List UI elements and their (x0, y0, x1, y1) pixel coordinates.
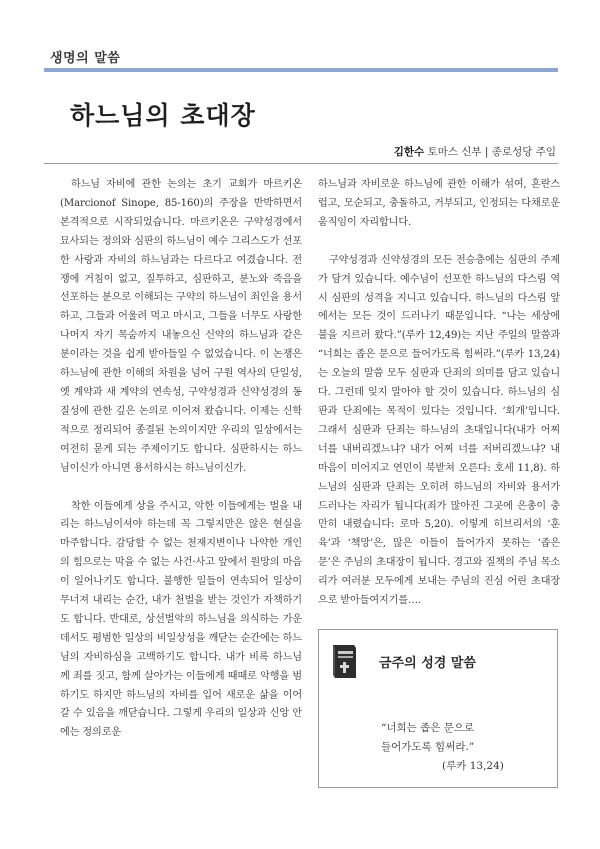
article-column-right (318, 176, 560, 611)
byline-rule (44, 163, 558, 164)
section-label: 생명의 말씀 (50, 51, 121, 66)
paragraph: 착한 이들에게 상을 주시고, 악한 이들에게는 벌을 내리는 하느님이셔야 하는데 꼭 그렇지만은 않은 현실을 마주합니다. 감당할 수 없는 천재지변이나 나약한 개인의 힘으로는 막을 수 없는 사건·사고 앞에서 원망의 마음이 일어나기도 합니다. 불행한 일들이 연속되어 일상이 무너져 내리는 순간, 내가 천벌을 받는 것인가 자책하기도 합니다. 반대로, 상선벌악의 하느님을 의식하는 가운데서도 평범한 일상의 비일상성을 깨닫는 순간에는 하느님의 자비하심을 고백하기도 합니다. 내가 비록 하느님께 죄를 짓고, 함께 살아가는 이들에게 때때로 악행을 범하기도 하지만 하느님의 자비를 입어 새로운 삶을 이어 갈 수 있음을 깨닫습니다. 그렇게 우리의 일상과 신앙 안에는 정의로운 (60, 500, 302, 739)
bible-book-icon (329, 642, 359, 680)
weekly-verse-title: 금주의 성경 말씀 (379, 656, 476, 671)
paragraph: 하느님 자비에 관한 논의는 초기 교회가 마르키온(Marcionof Sinope, 85-160)의 주장을 반박하면서 본격적으로 시작되었습니다. 마르키온은 구약성경에서 묘사되는 정의와 심판의 하느님이 예수 그리스도가 선포한 사랑과 자비의 하느님과는 다르다고 여겼습니다. 전쟁에 거침이 없고, 질투하고, 심판하고, 분노와 죽음을 선포하는 분으로 이해되는 구약의 하느님이 죄인을 용서하고, 그들과 어울려 먹고 마시고, 그들을 너무도 사랑한 나머지 자기 목숨까지 내놓으신 신약의 하느님과 같은 분이라는 것을 쉽게 받아들일 수 없었습니다. 이 논쟁은 하느님에 관한 이해의 차원을 넘어 구원 역사의 단일성, 옛 계약과 새 계약의 연속성, 구약성경과 신약성경의 동질성에 관한 깊은 논의로 이어져 왔습니다. 이제는 신학적으로 정리되어 종결된 논의이지만 우리의 일상에서는 여전히 묻게 되는 주제이기도 합니다. 심판하시는 하느님이신가 아니면 용서하시는 하느님이신가. (60, 179, 302, 474)
byline-author: 김한수 (393, 146, 425, 158)
page-title: 하느님의 초대장 (70, 101, 256, 130)
paragraph: 하느님과 자비로운 하느님에 관한 이해가 섞여, 혼란스럽고, 모순되고, 충돌하고, 거부되고, 인정되는 다채로운 움직임이 자리합니다. (318, 179, 560, 228)
header-rule (44, 68, 558, 72)
weekly-verse-box (318, 629, 558, 788)
weekly-verse-line: 들어가도록 힘써라.” (381, 741, 475, 753)
weekly-verse-line: “너희는 좁은 문으로 (381, 722, 475, 734)
byline (394, 144, 556, 159)
byline-role: 토마스 신부 | 종로성당 주임 (424, 146, 556, 158)
weekly-verse-text (381, 719, 474, 757)
weekly-verse-reference: (루카 13,24) (442, 760, 504, 772)
article-column-left (60, 176, 302, 743)
paragraph: 구약성경과 신약성경의 모든 전승층에는 심판의 주제가 담겨 있습니다. 예수님이 선포한 하느님의 다스림 역시 심판의 성격을 지니고 있습니다. 하느님의 다스림 앞에서는 모든 것이 드러나기 때문입니다. “나는 세상에 불을 지르러 왔다.”(루카 12,49)는 지난 주일의 말씀과 “너희는 좁은 문으로 들어가도록 힘써라.”(루카 13,24)는 오늘의 말씀 모두 심판과 단죄의 의미를 담고 있습니다. 그런데 잊지 말아야 할 것이 있습니다. 하느님의 심판과 단죄에는 목적이 있다는 것입니다. ‘회개’입니다. 그래서 심판과 단죄는 하느님의 초대입니다(내가 어찌 너를 내버리겠느냐? 내가 어찌 너를 저버리겠느냐? 내 마음이 미어지고 연민이 북받쳐 오른다: 호세 11,8). 하느님의 심판과 단죄는 오히려 하느님의 자비와 용서가 드러나는 자리가 됩니다(죄가 많아진 그곳에 은총이 충만히 내렸습니다: 로마 5,20). 이렇게 히브리서의 ‘훈육’과 ‘책망’은, 많은 이들이 들어가지 못하는 ‘좁은 문’은 주님의 초대장이 됩니다. 경고와 질책의 주님 목소리가 여러분 모두에게 보내는 주님의 진심 어린 초대장으로 받아들여지기를…. (318, 254, 560, 607)
